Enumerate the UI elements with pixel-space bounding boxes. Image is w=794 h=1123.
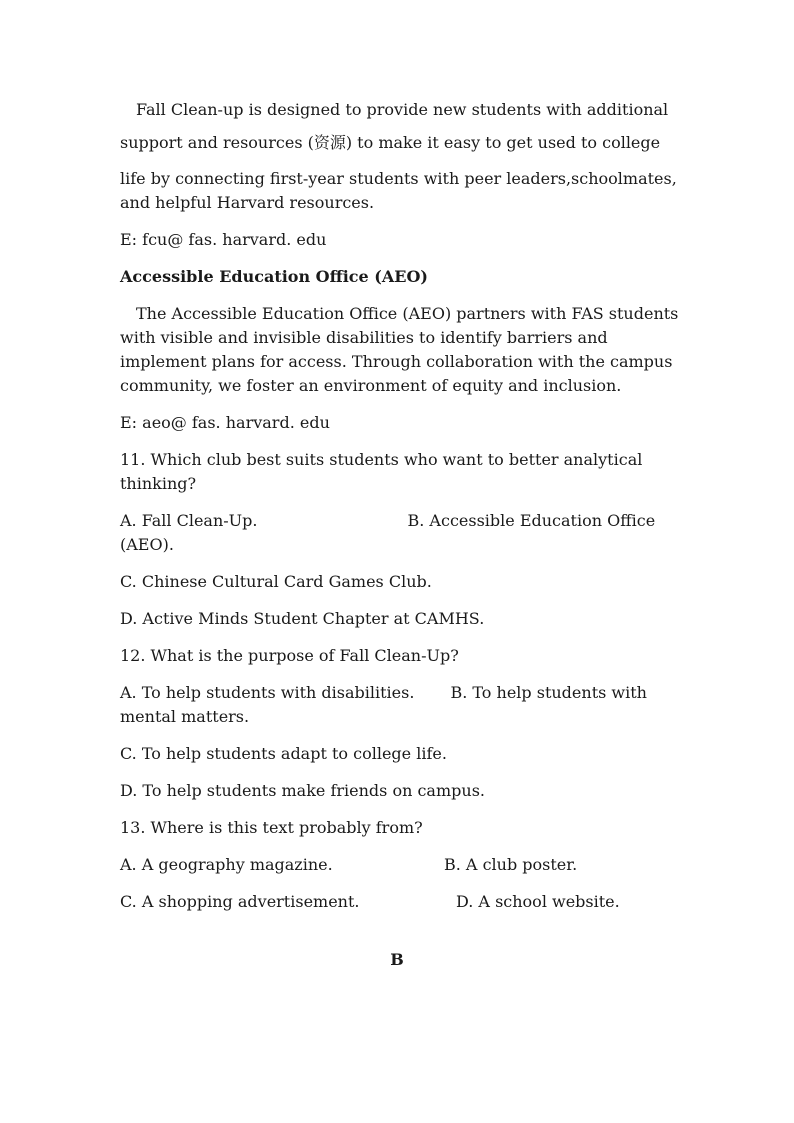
question-13-options-ab bbox=[120, 853, 686, 877]
fall-cleanup-line-1: Fall Clean-up is designed to provide new students with additional bbox=[136, 100, 669, 119]
section-letter: B bbox=[390, 950, 404, 969]
question-11-option-c: C. Chinese Cultural Card Games Club. bbox=[120, 572, 432, 591]
question-13-option-d: D. A school website. bbox=[456, 892, 620, 911]
question-11-option-a: A. Fall Clean-Up. bbox=[120, 511, 258, 530]
fall-cleanup-line-3: life by connecting first-year students with peer leaders,schoolmates, bbox=[120, 169, 677, 188]
question-12-option-d: D. To help students make friends on campus. bbox=[120, 781, 485, 800]
question-13-option-c: C. A shopping advertisement. bbox=[120, 892, 360, 911]
question-11-option-d: D. Active Minds Student Chapter at CAMHS. bbox=[120, 609, 485, 628]
fall-cleanup-line-4: and helpful Harvard resources. bbox=[120, 193, 375, 212]
document-body bbox=[120, 93, 686, 914]
question-13-options-cd bbox=[120, 890, 686, 914]
question-11-stem: 11. Which club best suits students who want to better analytical thinking? bbox=[120, 450, 643, 493]
aeo-description: The Accessible Education Office (AEO) partners with FAS students with visible and invisible disabilities to identify barriers and implement plans for access. Through collaboration with the campus community, we foster an environment of equity and inclusion. bbox=[120, 304, 679, 395]
question-13-option-a: A. A geography magazine. bbox=[120, 855, 333, 874]
question-12-option-a: A. To help students with disabilities. bbox=[120, 683, 415, 702]
question-13-stem: 13. Where is this text probably from? bbox=[120, 818, 423, 837]
question-11-option-b: B. Accessible Education Office (AEO). bbox=[120, 511, 656, 554]
fall-cleanup-line-2: support and resources (资源) to make it easy to get used to college bbox=[120, 133, 661, 152]
question-11-options-ab bbox=[120, 509, 686, 557]
question-13-option-b: B. A club poster. bbox=[444, 855, 578, 874]
fall-cleanup-paragraph bbox=[120, 93, 686, 215]
question-12-option-c: C. To help students adapt to college life. bbox=[120, 744, 447, 763]
question-12-stem: 12. What is the purpose of Fall Clean-Up? bbox=[120, 646, 459, 665]
aeo-heading: Accessible Education Office (AEO) bbox=[120, 267, 428, 286]
question-12-options-ab bbox=[120, 681, 686, 729]
aeo-email: E: aeo@ fas. harvard. edu bbox=[120, 413, 330, 432]
question-12-option-b: B. To help students with mental matters. bbox=[120, 683, 647, 726]
fall-cleanup-email: E: fcu@ fas. harvard. edu bbox=[120, 230, 327, 249]
